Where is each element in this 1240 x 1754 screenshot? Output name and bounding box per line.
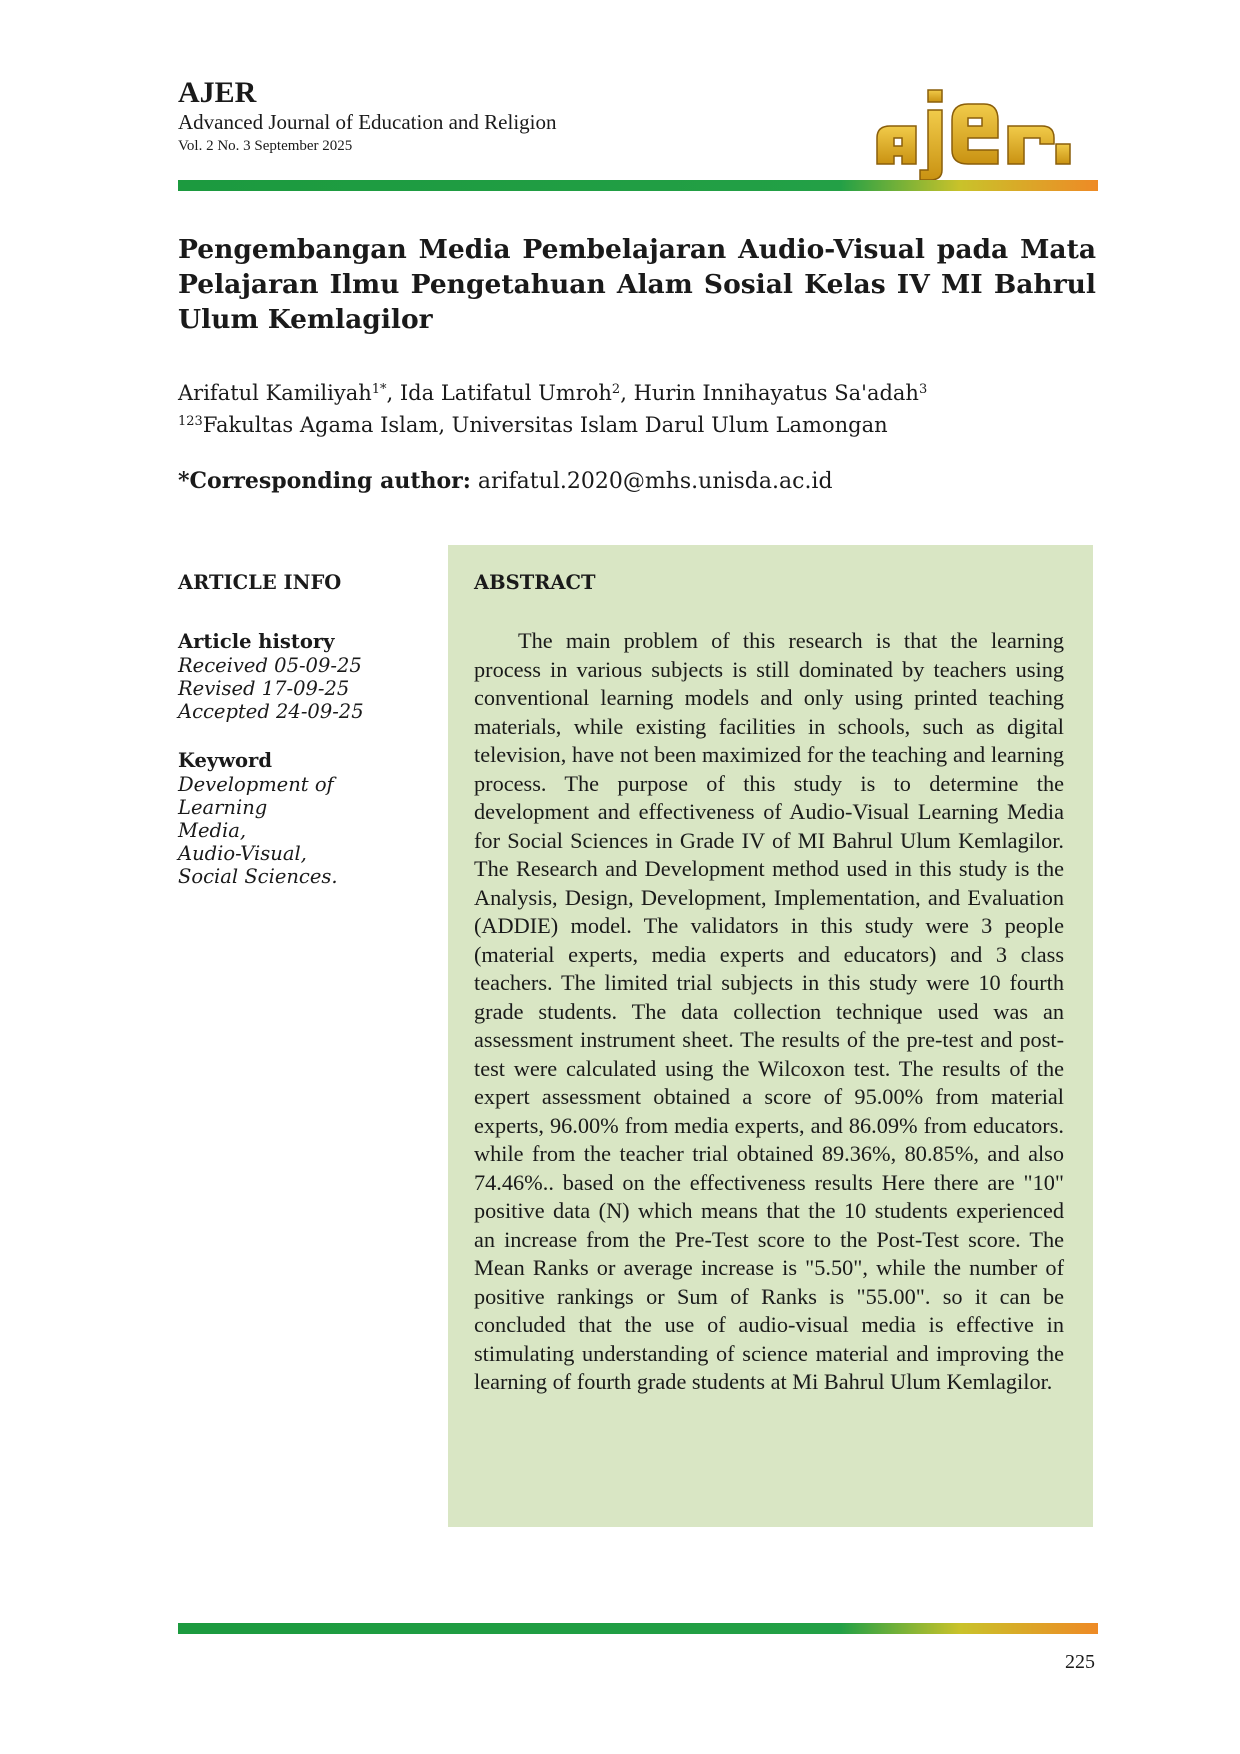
received-date: Received 05-09-25 [178, 654, 362, 677]
revised-date: Revised 17-09-25 [178, 677, 350, 700]
author-name: Arifatul Kamiliyah [178, 381, 372, 405]
ajer-logo-icon [872, 72, 1092, 182]
keyword-item: Development of Learning [178, 773, 334, 819]
journal-header [178, 72, 1098, 182]
abstract-text: The main problem of this research is that the learning process in various subjects is still dominated by teachers using conventional learning models and only using printed teaching materials, while existing facilities in schools, such as digital television, have not been maximized for the teaching and learning process. The purpose of this study is to determine the development and effectiveness of Audio-Visual Learning Media for Social Sciences in Grade IV of MI Bahrul Ulum Kemlagilor. The Research and Development method used in this study is the Analysis, Design, Development, Implementation, and Evaluation (ADDIE) model. The validators in this study were 3 people (material experts, media experts and educators) and 3 class teachers. The limited trial subjects in this study were 10 fourth grade students. The data collection technique used was an assessment instrument sheet. The results of the pre-test and post-test were calculated using the Wilcoxon test. The results of the expert assessment obtained a score of 95.00% from material experts, 96.00% from media experts, and 86.09% from educators. while from the teacher trial obtained 89.36%, 80.85%, and also 74.46%.. based on the effectiveness results Here there are "10" positive data (N) which means that the 10 students experienced an increase from the Pre-Test score to the Post-Test score. The Mean Ranks or average increase is "5.50", while the number of positive rankings or Sum of Ranks is "55.00". so it can be concluded that the use of audio-visual media is effective in stimulating understanding of science material and improving the learning of fourth grade students at Mi Bahrul Ulum Kemlagilor. [474, 628, 1064, 1394]
keyword-item: Media, [178, 819, 247, 842]
author-separator: , [386, 381, 400, 405]
journal-abbreviation: AJER [178, 76, 257, 109]
keyword-item: Social Sciences. [178, 865, 338, 888]
article-info [178, 570, 428, 888]
author-name: Ida Latifatul Umroh [399, 381, 612, 405]
author-name: Hurin Innihayatus Sa'adah [633, 381, 919, 405]
author-mark: 3 [918, 382, 928, 397]
affiliation-text: Fakultas Agama Islam, Universitas Islam Darul Ulum Lamongan [202, 413, 888, 437]
corresponding-author [178, 466, 1078, 497]
keyword-heading: Keyword [178, 749, 272, 772]
affiliation-mark: 123 [178, 414, 203, 429]
corresponding-email[interactable]: arifatul.2020@mhs.unisda.ac.id [477, 469, 833, 494]
footer-divider [178, 1623, 1098, 1634]
journal-issue: Vol. 2 No. 3 September 2025 [178, 138, 353, 154]
abstract-panel [448, 545, 1093, 1527]
article-title: Pengembangan Media Pembelajaran Audio-Visual pada Mata Pelajaran Ilmu Pengetahuan Alam Sosial Kelas IV MI Bahrul Ulum Kemlagilor [178, 234, 1096, 335]
author-mark: 1* [371, 382, 387, 397]
journal-logo [872, 72, 1092, 182]
accepted-date: Accepted 24-09-25 [178, 700, 364, 723]
header-divider [178, 180, 1098, 191]
abstract-heading: ABSTRACT [474, 571, 596, 594]
journal-name: Advanced Journal of Education and Religion [178, 110, 557, 134]
author-mark: 2 [611, 382, 621, 397]
article-info-heading: ARTICLE INFO [178, 571, 342, 594]
corresponding-label: *Corresponding author: [178, 468, 471, 494]
author-list [178, 374, 1078, 409]
affiliation [178, 406, 1078, 441]
author-separator: , [620, 381, 634, 405]
keyword-item: Audio-Visual, [178, 842, 307, 865]
page-number: 225 [1065, 1651, 1095, 1673]
article-history-heading: Article history [178, 630, 335, 653]
